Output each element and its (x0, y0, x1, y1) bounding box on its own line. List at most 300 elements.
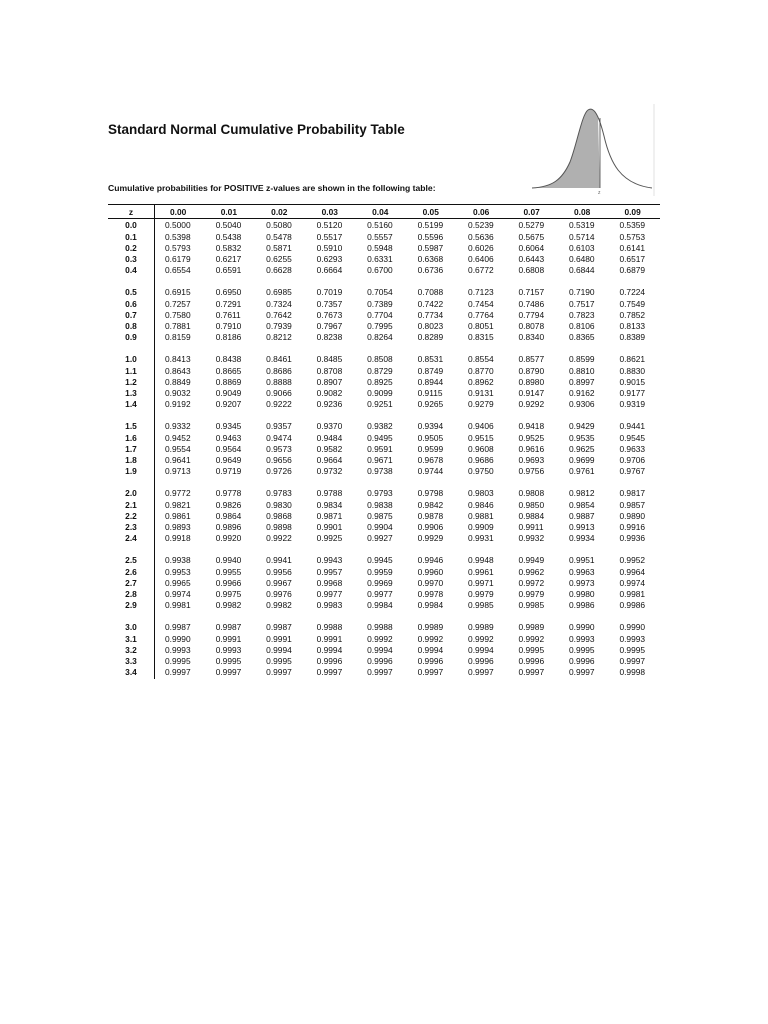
table-row (108, 600, 660, 611)
table-row (108, 243, 660, 254)
probability-cell: 0.9945 (367, 555, 393, 566)
probability-cell: 0.9990 (619, 622, 646, 633)
probability-cell: 0.8997 (568, 376, 595, 387)
table-caption: Cumulative probabilities for POSITIVE z-values are shown in the following table: (108, 183, 436, 193)
probability-cell: 0.9977 (367, 589, 393, 600)
spacer-cell (108, 344, 155, 355)
table-row (108, 622, 660, 633)
probability-cell: 0.9817 (619, 488, 646, 499)
probability-cell: 0.5714 (568, 231, 595, 242)
group-spacer (108, 612, 660, 623)
probability-cell: 0.7673 (316, 309, 343, 320)
column-header: 0.05 (408, 205, 458, 219)
probability-cell: 0.9996 (417, 656, 444, 667)
probability-cell: 0.9982 (266, 600, 292, 611)
probability-cell: 0.9988 (367, 622, 393, 633)
probability-cell: 0.9904 (367, 522, 393, 533)
probability-cell: 0.9535 (568, 432, 595, 443)
probability-cell: 0.7580 (165, 309, 191, 320)
probability-cell: 0.6064 (518, 242, 545, 253)
probability-cell: 0.9177 (619, 388, 646, 399)
probability-cell: 0.9452 (165, 432, 191, 443)
probability-cell: 0.9505 (417, 432, 444, 443)
shaded-area (532, 109, 600, 188)
probability-cell: 0.9772 (165, 488, 191, 499)
probability-cell: 0.5636 (468, 231, 494, 242)
probability-cell: 0.9916 (619, 522, 646, 533)
z-value-cell: 2.3 (108, 522, 155, 533)
probability-cell: 0.9987 (165, 622, 191, 633)
probability-cell: 0.9251 (367, 399, 393, 410)
probability-cell: 0.9633 (619, 443, 646, 454)
probability-cell: 0.9997 (367, 667, 393, 678)
table-row (108, 500, 660, 511)
z-value-cell: 0.2 (108, 243, 155, 254)
probability-cell: 0.9998 (619, 667, 646, 678)
probability-cell: 0.9988 (316, 622, 343, 633)
probability-cell: 0.9821 (165, 499, 191, 510)
probability-cell: 0.6406 (468, 254, 494, 265)
probability-cell: 0.9977 (316, 589, 343, 600)
z-value-cell: 1.2 (108, 377, 155, 388)
probability-cell: 0.5910 (316, 242, 343, 253)
probability-cell: 0.6141 (619, 242, 646, 253)
z-value-cell: 2.2 (108, 511, 155, 522)
spacer-cell (108, 478, 155, 489)
probability-cell: 0.6700 (367, 265, 393, 276)
probability-cell: 0.9306 (568, 399, 595, 410)
probability-cell: 0.9861 (165, 510, 191, 521)
probability-cell: 0.9429 (568, 421, 595, 432)
probability-cell: 0.7939 (266, 321, 292, 332)
probability-cell: 0.9972 (518, 577, 545, 588)
probability-cell: 0.5596 (417, 231, 444, 242)
spacer-cell (108, 545, 155, 556)
probability-cell: 0.9974 (619, 577, 646, 588)
spacer-cell (155, 344, 661, 355)
probability-cell: 0.9997 (417, 667, 444, 678)
probability-cell: 0.8830 (619, 365, 646, 376)
group-spacer (108, 344, 660, 355)
probability-cell: 0.9881 (468, 510, 494, 521)
probability-cell: 0.9986 (619, 600, 646, 611)
probability-cell: 0.5398 (165, 231, 191, 242)
probability-cell: 0.9783 (266, 488, 292, 499)
z-value-cell: 1.6 (108, 433, 155, 444)
z-value-cell: 0.4 (108, 265, 155, 276)
probability-cell: 0.6664 (316, 265, 343, 276)
probability-cell: 0.9978 (417, 589, 444, 600)
z-value-cell: 2.6 (108, 567, 155, 578)
z-value-cell: 0.9 (108, 332, 155, 343)
spacer-cell (155, 478, 661, 489)
probability-cell: 0.9990 (165, 633, 191, 644)
probability-cell: 0.7190 (568, 287, 595, 298)
probability-cell: 0.9750 (468, 466, 494, 477)
probability-cell: 0.9995 (619, 644, 646, 655)
spacer-cell (155, 277, 661, 288)
probability-cell: 0.8907 (316, 376, 343, 387)
table-row (108, 287, 660, 298)
table-row (108, 399, 660, 410)
probability-cell: 0.7224 (619, 287, 646, 298)
probability-cell: 0.9236 (316, 399, 343, 410)
probability-cell: 0.9946 (417, 555, 444, 566)
probability-cell: 0.9656 (266, 455, 292, 466)
probability-cell: 0.6443 (518, 254, 545, 265)
probability-cell: 0.7454 (468, 298, 494, 309)
probability-cell: 0.9960 (417, 566, 444, 577)
probability-cell: 0.8186 (215, 332, 242, 343)
probability-cell: 0.9994 (367, 644, 393, 655)
table-row (108, 232, 660, 243)
probability-cell: 0.8315 (468, 332, 494, 343)
probability-cell: 0.9671 (367, 455, 393, 466)
probability-cell: 0.9463 (215, 432, 242, 443)
probability-cell: 0.9793 (367, 488, 393, 499)
z-value-cell: 2.7 (108, 578, 155, 589)
probability-cell: 0.8944 (417, 376, 444, 387)
z-value-cell: 3.3 (108, 656, 155, 667)
z-value-cell: 2.1 (108, 500, 155, 511)
probability-cell: 0.9969 (367, 577, 393, 588)
table-row (108, 421, 660, 432)
probability-cell: 0.8888 (266, 376, 292, 387)
probability-cell: 0.9993 (165, 644, 191, 655)
probability-cell: 0.9985 (468, 600, 494, 611)
probability-cell: 0.5478 (266, 231, 292, 242)
probability-cell: 0.8531 (417, 354, 444, 365)
column-header: 0.01 (206, 205, 256, 219)
probability-cell: 0.9990 (568, 622, 595, 633)
probability-cell: 0.8962 (468, 376, 494, 387)
probability-cell: 0.9963 (568, 566, 595, 577)
table-row (108, 667, 660, 678)
probability-cell: 0.6591 (215, 265, 242, 276)
probability-cell: 0.9901 (316, 522, 343, 533)
probability-cell: 0.7611 (215, 309, 241, 320)
probability-cell: 0.9943 (316, 555, 343, 566)
probability-cell: 0.6331 (367, 254, 393, 265)
probability-cell: 0.9996 (316, 656, 343, 667)
probability-cell: 0.8686 (266, 365, 292, 376)
probability-cell: 0.7549 (619, 298, 646, 309)
probability-cell: 0.7324 (266, 298, 292, 309)
table-row (108, 455, 660, 466)
probability-cell: 0.9778 (215, 488, 242, 499)
probability-cell: 0.7517 (568, 298, 595, 309)
z-value-cell: 0.5 (108, 287, 155, 298)
probability-cell: 0.9927 (367, 533, 393, 544)
table-row (108, 299, 660, 310)
probability-cell: 0.9966 (215, 577, 242, 588)
probability-cell: 0.9418 (518, 421, 545, 432)
probability-cell: 0.8810 (568, 365, 595, 376)
probability-cell: 0.9192 (165, 399, 191, 410)
probability-cell: 0.9991 (316, 633, 343, 644)
probability-cell: 0.9932 (518, 533, 545, 544)
probability-cell: 0.8790 (518, 365, 545, 376)
probability-cell: 0.7704 (367, 309, 393, 320)
probability-cell: 0.9995 (568, 644, 595, 655)
z-value-cell: 0.7 (108, 310, 155, 321)
probability-cell: 0.9015 (619, 376, 646, 387)
probability-cell: 0.9981 (619, 589, 646, 600)
probability-cell: 0.9049 (215, 388, 242, 399)
probability-cell: 0.9732 (316, 466, 343, 477)
probability-cell: 0.8849 (165, 376, 191, 387)
probability-cell: 0.9992 (468, 633, 494, 644)
table-row (108, 578, 660, 589)
probability-cell: 0.9995 (215, 656, 242, 667)
probability-cell: 0.9332 (165, 421, 191, 432)
probability-cell: 0.8389 (619, 332, 646, 343)
probability-cell: 0.9625 (568, 443, 595, 454)
probability-cell: 0.7389 (367, 298, 393, 309)
probability-cell: 0.9842 (417, 499, 444, 510)
probability-cell: 0.9984 (367, 600, 393, 611)
probability-cell: 0.9997 (568, 667, 595, 678)
probability-cell: 0.9147 (518, 388, 545, 399)
probability-cell: 0.9936 (619, 533, 646, 544)
probability-cell: 0.7823 (568, 309, 595, 320)
probability-cell: 0.5438 (215, 231, 242, 242)
probability-cell: 0.9066 (266, 388, 292, 399)
probability-cell: 0.9989 (518, 622, 545, 633)
probability-cell: 0.8413 (165, 354, 191, 365)
probability-cell: 0.9949 (518, 555, 545, 566)
probability-cell: 0.9968 (316, 577, 343, 588)
probability-cell: 0.9686 (468, 455, 494, 466)
probability-cell: 0.9554 (165, 443, 191, 454)
probability-cell: 0.9265 (417, 399, 444, 410)
probability-cell: 0.8238 (316, 332, 343, 343)
probability-cell: 0.9495 (367, 432, 393, 443)
probability-cell: 0.6103 (568, 242, 595, 253)
probability-cell: 0.9582 (316, 443, 343, 454)
probability-cell: 0.6772 (468, 265, 494, 276)
probability-cell: 0.9162 (568, 388, 595, 399)
spacer-cell (108, 277, 155, 288)
probability-cell: 0.9719 (215, 466, 242, 477)
probability-cell: 0.6179 (165, 254, 191, 265)
table-row (108, 645, 660, 656)
probability-cell: 0.9803 (468, 488, 494, 499)
probability-cell: 0.9991 (215, 633, 242, 644)
normal-curve-figure (528, 104, 658, 200)
z-value-cell: 0.8 (108, 321, 155, 332)
probability-cell: 0.8365 (568, 332, 595, 343)
z-axis-label: z (598, 190, 601, 196)
probability-cell: 0.8106 (568, 321, 595, 332)
probability-cell: 0.8554 (468, 354, 494, 365)
probability-cell: 0.8621 (619, 354, 646, 365)
probability-cell: 0.9979 (468, 589, 494, 600)
probability-cell: 0.8729 (367, 365, 393, 376)
probability-cell: 0.9980 (568, 589, 595, 600)
probability-cell: 0.9838 (367, 499, 393, 510)
z-value-cell: 1.1 (108, 366, 155, 377)
probability-cell: 0.7054 (367, 287, 393, 298)
probability-cell: 0.8599 (568, 354, 595, 365)
probability-cell: 0.9515 (468, 432, 494, 443)
probability-cell: 0.9997 (316, 667, 343, 678)
probability-cell: 0.5319 (568, 220, 595, 231)
probability-cell: 0.8159 (165, 332, 191, 343)
probability-cell: 0.9878 (417, 510, 444, 521)
probability-cell: 0.9699 (568, 455, 595, 466)
probability-cell: 0.9896 (215, 522, 242, 533)
probability-cell: 0.9484 (316, 432, 343, 443)
probability-cell: 0.9906 (417, 522, 444, 533)
probability-cell: 0.8749 (417, 365, 444, 376)
probability-cell: 0.9357 (266, 421, 292, 432)
probability-cell: 0.6255 (266, 254, 292, 265)
table-row (108, 321, 660, 332)
table-row (108, 466, 660, 477)
table-row (108, 567, 660, 578)
z-value-cell: 3.1 (108, 634, 155, 645)
column-header: 0.09 (609, 205, 660, 219)
probability-cell: 0.9918 (165, 533, 191, 544)
probability-cell: 0.9967 (266, 577, 292, 588)
z-value-cell: 1.7 (108, 444, 155, 455)
table-body (108, 219, 660, 679)
probability-cell: 0.9370 (316, 421, 343, 432)
probability-cell: 0.8264 (367, 332, 393, 343)
probability-cell: 0.6480 (568, 254, 595, 265)
column-header: 0.02 (256, 205, 306, 219)
probability-cell: 0.6368 (417, 254, 444, 265)
probability-cell: 0.6217 (215, 254, 242, 265)
page-title: Standard Normal Cumulative Probability Table (108, 122, 405, 137)
probability-cell: 0.5871 (266, 242, 292, 253)
probability-cell: 0.9591 (367, 443, 393, 454)
probability-cell: 0.9864 (215, 510, 242, 521)
z-value-cell: 2.0 (108, 488, 155, 499)
probability-cell: 0.9564 (215, 443, 242, 454)
probability-cell: 0.7967 (316, 321, 343, 332)
probability-cell: 0.9812 (568, 488, 595, 499)
probability-cell: 0.9981 (165, 600, 191, 611)
probability-cell: 0.9925 (316, 533, 343, 544)
probability-cell: 0.8340 (518, 332, 545, 343)
probability-cell: 0.9934 (568, 533, 595, 544)
z-value-cell: 0.0 (108, 219, 155, 232)
z-value-cell: 1.4 (108, 399, 155, 410)
z-value-cell: 3.0 (108, 622, 155, 633)
probability-cell: 0.9970 (417, 577, 444, 588)
probability-cell: 0.9938 (165, 555, 191, 566)
table-row (108, 522, 660, 533)
table-row (108, 488, 660, 499)
probability-cell: 0.6293 (316, 254, 343, 265)
table-row (108, 254, 660, 265)
probability-cell: 0.9649 (215, 455, 242, 466)
probability-cell: 0.9995 (165, 656, 191, 667)
probability-cell: 0.9997 (619, 656, 646, 667)
table-row (108, 634, 660, 645)
probability-cell: 0.9292 (518, 399, 545, 410)
z-value-cell: 2.9 (108, 600, 155, 611)
z-value-cell: 3.4 (108, 667, 155, 678)
probability-cell: 0.6628 (266, 265, 292, 276)
probability-cell: 0.9909 (468, 522, 494, 533)
z-table (108, 204, 660, 679)
probability-cell: 0.9082 (316, 388, 343, 399)
probability-cell: 0.8708 (316, 365, 343, 376)
probability-cell: 0.9994 (468, 644, 494, 655)
probability-cell: 0.5120 (316, 220, 343, 231)
probability-cell: 0.9994 (417, 644, 444, 655)
probability-cell: 0.7642 (266, 309, 292, 320)
probability-cell: 0.9922 (266, 533, 292, 544)
probability-cell: 0.6554 (165, 265, 191, 276)
probability-cell: 0.9987 (215, 622, 242, 633)
probability-cell: 0.9279 (468, 399, 494, 410)
table-row (108, 511, 660, 522)
probability-cell: 0.9345 (215, 421, 242, 432)
table-row (108, 219, 660, 232)
z-value-cell: 0.6 (108, 299, 155, 310)
probability-cell: 0.9920 (215, 533, 242, 544)
probability-cell: 0.9989 (468, 622, 494, 633)
probability-cell: 0.6985 (266, 287, 292, 298)
probability-cell: 0.9846 (468, 499, 494, 510)
probability-cell: 0.7881 (165, 321, 191, 332)
probability-cell: 0.8485 (316, 354, 343, 365)
table-row (108, 265, 660, 276)
probability-cell: 0.9767 (619, 466, 646, 477)
probability-cell: 0.8212 (266, 332, 292, 343)
probability-cell: 0.7995 (367, 321, 393, 332)
spacer-cell (155, 612, 661, 623)
probability-cell: 0.9664 (316, 455, 343, 466)
probability-cell: 0.9890 (619, 510, 646, 521)
probability-cell: 0.8869 (215, 376, 242, 387)
probability-cell: 0.5832 (215, 242, 242, 253)
probability-cell: 0.7734 (417, 309, 444, 320)
probability-cell: 0.9992 (518, 633, 545, 644)
probability-cell: 0.9207 (215, 399, 242, 410)
probability-cell: 0.6950 (215, 287, 242, 298)
probability-cell: 0.9940 (215, 555, 242, 566)
z-value-cell: 1.8 (108, 455, 155, 466)
table-row (108, 656, 660, 667)
probability-cell: 0.8925 (367, 376, 393, 387)
probability-cell: 0.8770 (468, 365, 494, 376)
z-value-cell: 0.3 (108, 254, 155, 265)
z-value-cell: 1.3 (108, 388, 155, 399)
probability-cell: 0.9830 (266, 499, 292, 510)
z-column-header: z (108, 205, 155, 219)
probability-cell: 0.9761 (568, 466, 595, 477)
probability-cell: 0.7422 (417, 298, 444, 309)
probability-cell: 0.7764 (468, 309, 494, 320)
probability-cell: 0.5557 (367, 231, 393, 242)
header-row (108, 205, 660, 219)
probability-cell: 0.9996 (367, 656, 393, 667)
probability-cell: 0.7486 (518, 298, 545, 309)
probability-cell: 0.9599 (417, 443, 444, 454)
probability-cell: 0.9099 (367, 388, 393, 399)
probability-cell: 0.9985 (518, 600, 545, 611)
probability-cell: 0.9979 (518, 589, 545, 600)
probability-cell: 0.9975 (215, 589, 242, 600)
z-value-cell: 1.0 (108, 354, 155, 365)
probability-cell: 0.5753 (619, 231, 646, 242)
probability-cell: 0.9893 (165, 522, 191, 533)
